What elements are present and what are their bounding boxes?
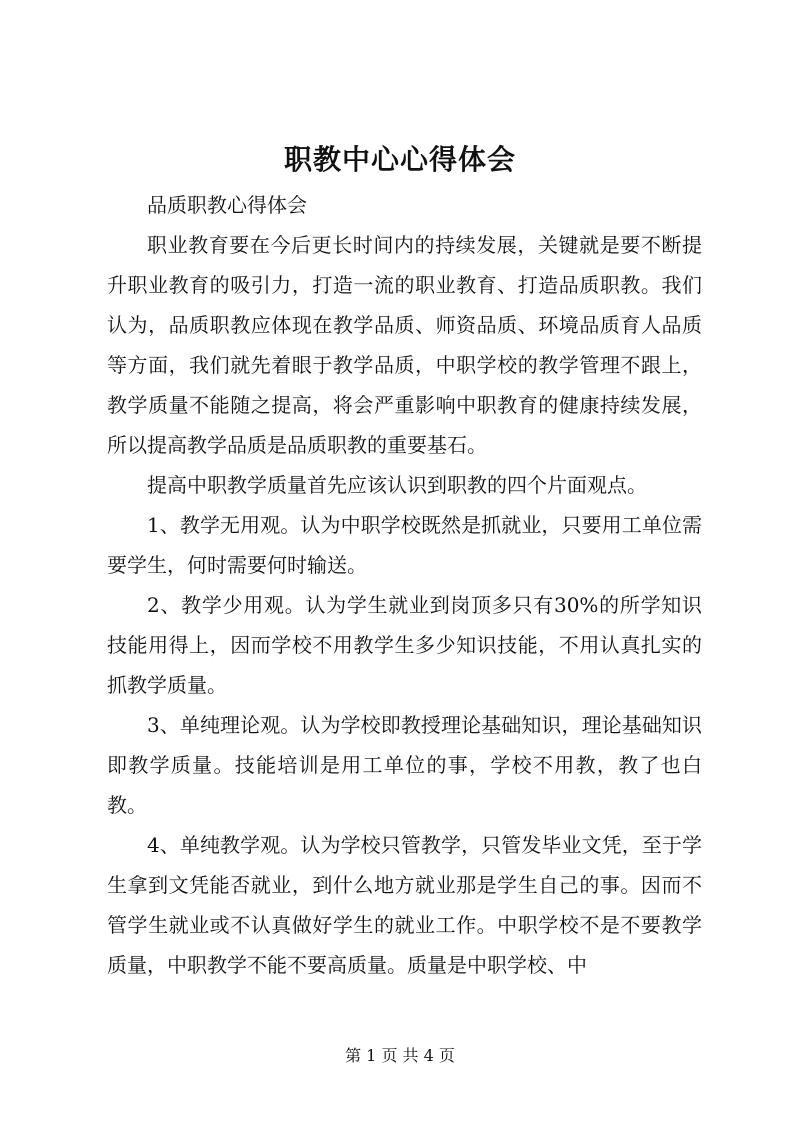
viewpoint-3-paragraph: 3、单纯理论观。认为学校即教授理论基础知识，理论基础知识即教学质量。技能培训是用工单位的事，学校不用教，教了也白教。 [107,713,702,817]
page-footer [0,1045,800,1067]
page-number-label: 第 1 页 共 4 页 [345,1046,455,1065]
viewpoint-2-paragraph: 2、教学少用观。认为学生就业到岗顶多只有30%的所学知识技能用得上，因而学校不用教学生多少知识技能，不用认真扎实的抓教学质量。 [107,593,702,697]
subtitle-paragraph: 品质职教心得体会 [147,193,307,217]
document-body [107,185,702,985]
viewpoint-4-paragraph: 4、单纯教学观。认为学校只管教学，只管发毕业文凭，至于学生拿到文凭能否就业，到什么地方就业那是学生自己的事。因而不管学生就业或不认真做好学生的就业工作。中职学校不是不要教学质量，中职教学不能不要高质量。质量是中职学校、中 [107,833,702,977]
intro-paragraph: 职业教育要在今后更长时间内的持续发展，关键就是要不断提升职业教育的吸引力，打造一流的职业教育、打造品质职教。我们认为，品质职教应体现在教学品质、师资品质、环境品质育人品质等方面，我们就先着眼于教学品质，中职学校的教学管理不跟上，教学质量不能随之提高，将会严重影响中职教育的健康持续发展，所以提高教学品质是品质职教的重要基石。 [107,233,702,457]
document-title: 职教中心心得体会 [283,143,516,176]
viewpoint-1-paragraph: 1、教学无用观。认为中职学校既然是抓就业，只要用工单位需要学生，何时需要何时输送。 [107,513,702,577]
viewpoints-intro-paragraph: 提高中职教学质量首先应该认识到职教的四个片面观点。 [147,473,647,497]
